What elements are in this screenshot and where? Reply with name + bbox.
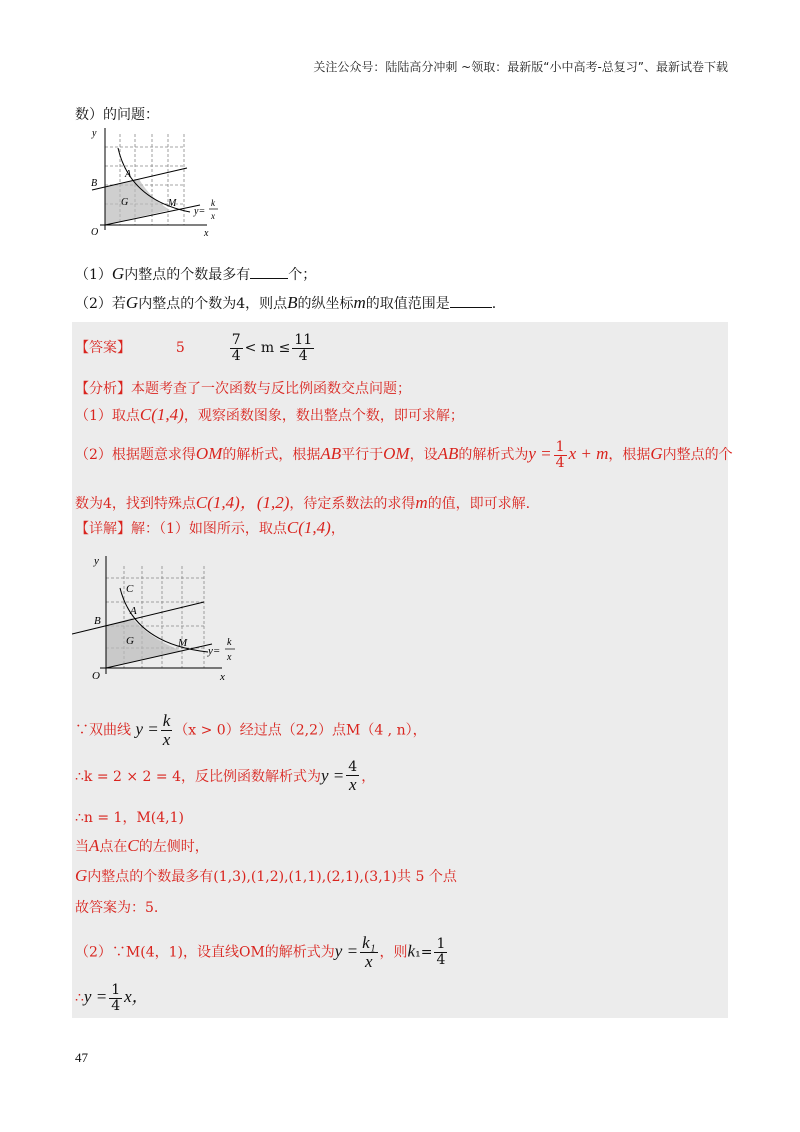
fig2-x-label: x — [220, 671, 225, 682]
fig2-origin-label: O — [92, 670, 100, 682]
detail-line-1: 【详解】解：（1）如图所示，取点C(1,4)， — [75, 518, 345, 537]
analysis-line-1: 【分析】本题考查了一次函数与反比例函数交点问题； — [75, 381, 411, 397]
step-2: ∴k = 2 × 2 = 4，反比例函数解析式为y = $\frac{4}{x}$ ， — [75, 759, 376, 794]
analysis-line-2: （1）取点C(1,4)，观察函数图象，数出整点个数，即可求解； — [75, 405, 464, 424]
question-2: （2）若G内整点的个数为4，则点B的纵坐标m的取值范围是 . — [75, 293, 497, 312]
fig1-func-k: k — [211, 198, 215, 208]
fig1-b-label: B — [91, 178, 98, 189]
page-header: 关注公众号：陆陆高分冲刺 ~领取：最新版“小中高考-总复习”、最新试卷下载 — [313, 60, 728, 74]
page-number: 47 — [75, 1050, 88, 1065]
answer-line: 【答案】 5 $\frac{7}{4}$ < m ≤ $\frac{11}{4}$ — [75, 332, 313, 364]
question-1: （1）G内整点的个数最多有 个； — [75, 264, 317, 283]
fig2-func-x: x — [227, 652, 232, 663]
step-3: ∴n = 1，M(4,1) — [75, 810, 184, 826]
step-5: G内整点的个数最多有(1,3),(1,2),(1,1),(2,1),(3,1)共 5 个点 — [75, 866, 457, 885]
step-7: （2）∵M(4，1)，设直线OM的解析式为y = $\frac{\text{k₁}}{x}$ ，则k₁= $\frac{1}{4}$ — [75, 933, 446, 971]
fig2-c-label: C — [126, 583, 134, 595]
step-4: 当A点在C的左侧时， — [75, 836, 209, 855]
fig1-g-label: G — [121, 197, 129, 208]
fig1-func-label: y= — [194, 206, 206, 217]
analysis-line-4: 数为4，找到特殊点C(1,4)，(1,2)，待定系数法的求得m的值，即可求解. — [75, 493, 531, 512]
intro-line: 数）的问题： — [75, 107, 159, 123]
analysis-line-3: （2）根据题意求得OM的解析式，根据AB平行于OM，设AB的解析式为y = $\frac{1}{4}$ x + m，根据G内整点的个 — [75, 439, 733, 471]
fig2-func-label: y= — [208, 645, 221, 657]
fig2-b-label: B — [94, 615, 101, 627]
fig1-origin-label: O — [91, 227, 99, 238]
fig1-func-x: x — [211, 211, 215, 221]
fig1-a-label: A — [125, 169, 132, 180]
figure-2-graph — [72, 548, 244, 682]
step-8: ∴y = $\frac{1}{4}$ x， — [75, 981, 149, 1014]
fig2-func-k: k — [227, 637, 232, 648]
fig1-y-label: y — [92, 128, 97, 139]
figure-1-graph — [72, 122, 232, 240]
fig2-m-label: M — [178, 637, 188, 649]
step-1: ∵双曲线 y = $\frac{k}{x}$ （x > 0）经过点（2,2）点M（4 , n）， — [75, 711, 427, 749]
fig1-x-label: x — [204, 228, 209, 239]
fig1-m-label: M — [168, 198, 177, 209]
step-6: 故答案为：5. — [75, 900, 159, 916]
fig2-y-label: y — [94, 555, 99, 567]
fig2-g-label: G — [126, 635, 134, 647]
fig2-a-label: A — [130, 605, 137, 617]
